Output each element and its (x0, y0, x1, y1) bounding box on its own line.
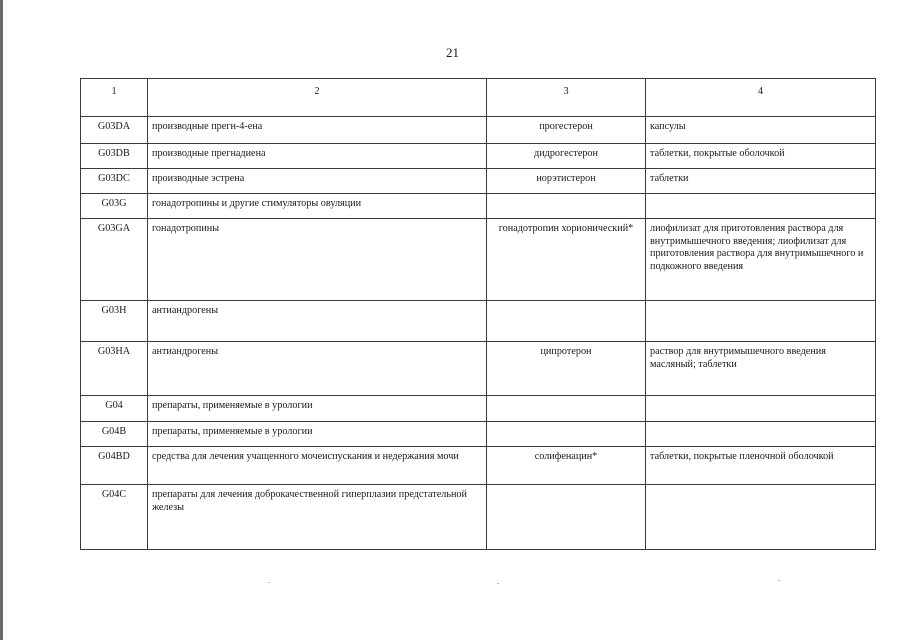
atc-code: G03HA (81, 342, 148, 396)
scan-speck (778, 580, 780, 581)
drug-table (80, 78, 876, 550)
atc-code: G04B (81, 422, 148, 447)
substance-name: норэтистерон (487, 169, 646, 194)
atc-code: G04C (81, 485, 148, 550)
table-row (81, 396, 876, 422)
substance-name: дидрогестерон (487, 144, 646, 169)
atc-code: G03GA (81, 219, 148, 301)
group-name: гонадотропины (148, 219, 487, 301)
substance-name: ципротерон (487, 342, 646, 396)
table-header-row (81, 79, 876, 117)
scan-speck (497, 583, 499, 584)
substance-name (487, 485, 646, 550)
group-name: антиандрогены (148, 301, 487, 342)
header-cell-4: 4 (646, 79, 876, 117)
dosage-form (646, 485, 876, 550)
substance-name: прогестерон (487, 117, 646, 144)
atc-code: G04BD (81, 447, 148, 485)
atc-code: G03DC (81, 169, 148, 194)
scan-speck (268, 582, 270, 583)
page-number: 21 (446, 45, 459, 60)
dosage-form (646, 301, 876, 342)
table-row (81, 447, 876, 485)
table-row (81, 422, 876, 447)
atc-code: G03DA (81, 117, 148, 144)
group-name: производные прегнадиена (148, 144, 487, 169)
dosage-form: таблетки (646, 169, 876, 194)
group-name: гонадотропины и другие стимуляторы овуляции (148, 194, 487, 219)
atc-code: G03G (81, 194, 148, 219)
dosage-form: раствор для внутримышечного введения масляный; таблетки (646, 342, 876, 396)
atc-code: G03DB (81, 144, 148, 169)
substance-name: гонадотропин хорионический* (487, 219, 646, 301)
group-name: производные эстрена (148, 169, 487, 194)
group-name: препараты, применяемые в урологии (148, 422, 487, 447)
substance-name (487, 422, 646, 447)
scan-left-edge (0, 0, 3, 640)
substance-name (487, 301, 646, 342)
scan-noise (0, 580, 905, 590)
substance-name: солифенацин* (487, 447, 646, 485)
atc-code: G03H (81, 301, 148, 342)
group-name: производные прегн-4-ена (148, 117, 487, 144)
dosage-form (646, 396, 876, 422)
dosage-form (646, 194, 876, 219)
table-row (81, 117, 876, 144)
dosage-form: таблетки, покрытые оболочкой (646, 144, 876, 169)
substance-name (487, 194, 646, 219)
group-name: антиандрогены (148, 342, 487, 396)
table-row (81, 144, 876, 169)
table-row (81, 219, 876, 301)
table-row (81, 342, 876, 396)
table-row (81, 169, 876, 194)
atc-code: G04 (81, 396, 148, 422)
header-cell-2: 2 (148, 79, 487, 117)
table-row (81, 301, 876, 342)
group-name: препараты, применяемые в урологии (148, 396, 487, 422)
dosage-form: лиофилизат для приготовления раствора для внутримышечного введения; лиофилизат для приготовления раствора для внутримышечного и подкожного введения (646, 219, 876, 301)
dosage-form: капсулы (646, 117, 876, 144)
dosage-form (646, 422, 876, 447)
group-name: средства для лечения учащенного мочеиспускания и недержания мочи (148, 447, 487, 485)
dosage-form: таблетки, покрытые пленочной оболочкой (646, 447, 876, 485)
header-cell-3: 3 (487, 79, 646, 117)
table-row (81, 485, 876, 550)
substance-name (487, 396, 646, 422)
table-row (81, 194, 876, 219)
header-cell-1: 1 (81, 79, 148, 117)
group-name: препараты для лечения доброкачественной гиперплазии предстательной железы (148, 485, 487, 550)
